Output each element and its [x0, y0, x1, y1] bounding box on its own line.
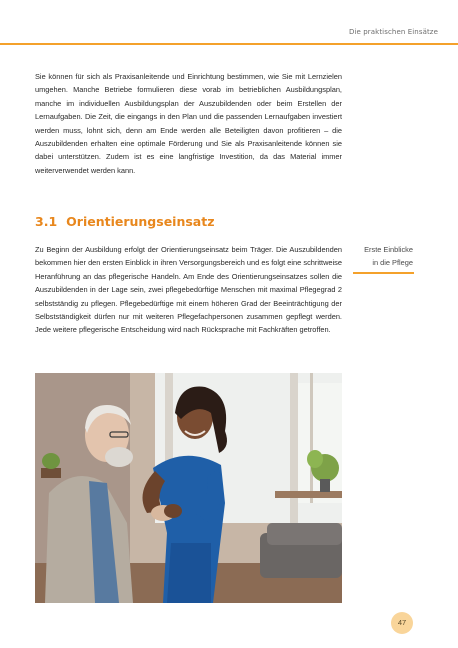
page-number-badge: 47 [391, 612, 413, 634]
intro-paragraph: Sie können für sich als Praxisanleitende und Einrichtung bestimmen, wie Sie mit Lernzielen umgehen. Manche Betriebe formulieren diese vorab im betrieblichen Ausbildungsplan, manche im individuellen Ausbildungsplan der Auszubildenden oder beim Erstellen der Lernaufgaben. Die Zeit, die eingangs in den Plan und die passenden Lernaufgaben investiert werden muss, lohnt sich, denn am Ende werden alle Beteiligten davon profitieren – die Auszubildenden erhalten eine optimale Förderung und Sie als Praxisanleitende können sie dabei unterstützen. Zudem ist es eine langfristige Investition, da das Material immer weiterverwendet werden kann. [35, 72, 342, 175]
photo-illustration [35, 373, 342, 603]
photo-caregiver-elderly-man [35, 373, 342, 603]
header-rule [0, 43, 458, 45]
margin-note-line-2: in die Pflege [372, 258, 413, 268]
running-header: Die praktischen Einsätze [349, 28, 438, 36]
margin-note-line-1: Erste Einblicke [364, 245, 413, 254]
section-title: Orientierungseinsatz [66, 214, 215, 229]
section-heading [35, 214, 214, 229]
margin-note-rule [353, 272, 414, 274]
section-paragraph: Zu Beginn der Ausbildung erfolgt der Orientierungseinsatz beim Träger. Die Auszubildenden bekommen hier den ersten Einblick in ihren Versorgungsbereich und es folgt eine schrittweise Heranführung an das pflegerische Handeln. Am Ende des Orientierungseinsatzes sollen die Auszubildenden in der Lage sein, zwei pflegebedürftige Menschen mit maximal Pflegegrad 2 selbstständig zu pflegen. Pflegebedürftige mit einem höheren Grad der Beeinträchtigung der Selbstständigkeit dürfen nur mit weiteren Pflegefachpersonen zusammen gepflegt werden. Jede weitere pflegerische Entscheidung wird nach Rücksprache mit Fachkräften getroffen. [35, 245, 342, 335]
margin-note [353, 243, 413, 270]
section-number: 3.1 [35, 214, 58, 229]
